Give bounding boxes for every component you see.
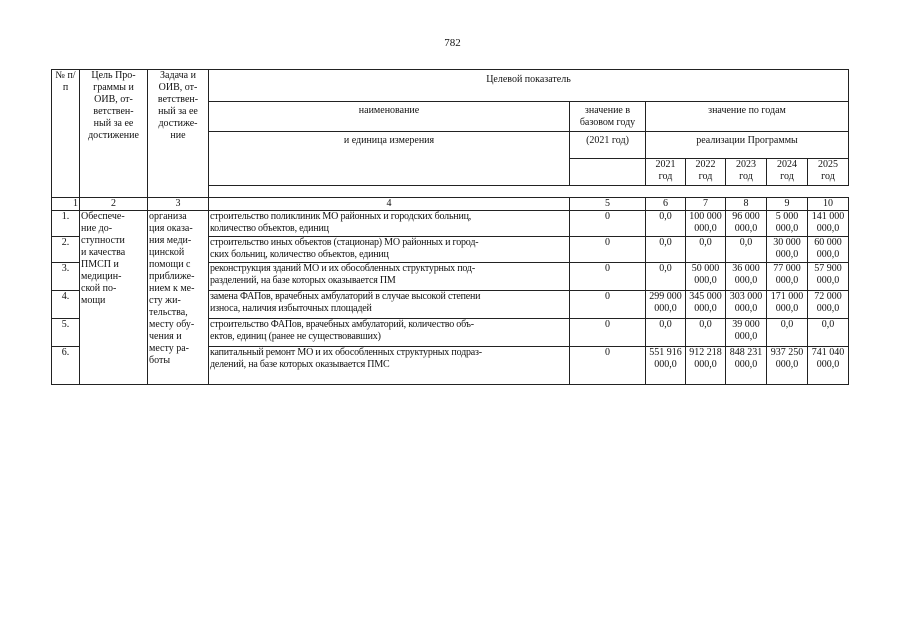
value-2024: 30 000 000,0 [767, 237, 808, 263]
name-header: наименование [209, 102, 570, 132]
value-2025: 141 000 000,0 [808, 211, 849, 237]
value-2021: 299 000 000,0 [646, 291, 686, 319]
value-2024: 937 250 000,0 [767, 347, 808, 385]
value-2025: 57 900 000,0 [808, 263, 849, 291]
base-blank [570, 159, 646, 186]
value-2023: 0,0 [726, 237, 767, 263]
value-2022: 912 218 000,0 [686, 347, 726, 385]
page-number: 782 [444, 37, 461, 49]
indicator-name: строительство ФАПов, врачебных амбулаторий, количество объ- ектов, единиц (ранее не существовавших) [209, 319, 570, 347]
unit-header: и единица измерения [209, 132, 570, 186]
base-year-header: (2021 год) [570, 132, 646, 159]
year-2023-header: 2023 год [726, 159, 767, 186]
row-number: 6. [52, 347, 80, 385]
year-2025-header: 2025 год [808, 159, 849, 186]
base-header: значение в базовом году [570, 102, 646, 132]
program-years-header: реализации Программы [646, 132, 849, 159]
indicator-name: замена ФАПов, врачебных амбулаторий в случае высокой степени износа, наличия избыточных площадей [209, 291, 570, 319]
header-row-1 [52, 70, 849, 102]
target-indicators-table [51, 69, 849, 385]
col-num-header: № п/п [52, 70, 80, 198]
value-2021: 551 916 000,0 [646, 347, 686, 385]
col-number: 7 [686, 198, 726, 211]
row-number: 4. [52, 291, 80, 319]
value-2025: 60 000 000,0 [808, 237, 849, 263]
col-number: 3 [148, 198, 209, 211]
value-2021: 0,0 [646, 319, 686, 347]
value-2025: 0,0 [808, 319, 849, 347]
col-number: 4 [209, 198, 570, 211]
value-2024: 5 000 000,0 [767, 211, 808, 237]
col-goal-header: Цель Про- граммы и ОИВ, от- ветствен- ный за ее достижение [80, 70, 148, 198]
row-number: 5. [52, 319, 80, 347]
table-row [52, 211, 849, 237]
row-number: 2. [52, 237, 80, 263]
value-2022: 345 000 000,0 [686, 291, 726, 319]
col-task-header: Задача и ОИВ, от- ветствен- ный за ее достиже- ние [148, 70, 209, 198]
value-2025: 72 000 000,0 [808, 291, 849, 319]
value-2023: 39 000 000,0 [726, 319, 767, 347]
year-2022-header: 2022 год [686, 159, 726, 186]
col-number: 8 [726, 198, 767, 211]
year-2021-header: 2021 год [646, 159, 686, 186]
col-number: 5 [570, 198, 646, 211]
goal-cell: Обеспече- ние до- ступности и качества ПМСП и медицин- ской по- мощи [80, 211, 148, 385]
col-indicator-header: Целевой показатель [209, 70, 849, 102]
indicator-name: строительство поликлиник МО районных и городских больниц, количество объектов, единиц [209, 211, 570, 237]
value-2023: 303 000 000,0 [726, 291, 767, 319]
value-2024: 0,0 [767, 319, 808, 347]
value-2022: 100 000 000,0 [686, 211, 726, 237]
base-value: 0 [570, 291, 646, 319]
value-2023: 848 231 000,0 [726, 347, 767, 385]
year-2024-header: 2024 год [767, 159, 808, 186]
value-2023: 96 000 000,0 [726, 211, 767, 237]
col-number: 6 [646, 198, 686, 211]
years-header: значение по годам [646, 102, 849, 132]
value-2025: 741 040 000,0 [808, 347, 849, 385]
row-number: 1. [52, 211, 80, 237]
col-number: 10 [808, 198, 849, 211]
col-number: 1 [52, 198, 80, 211]
value-2021: 0,0 [646, 211, 686, 237]
base-value: 0 [570, 237, 646, 263]
base-value: 0 [570, 211, 646, 237]
value-2024: 171 000 000,0 [767, 291, 808, 319]
value-2022: 50 000 000,0 [686, 263, 726, 291]
col-number: 9 [767, 198, 808, 211]
value-2021: 0,0 [646, 237, 686, 263]
base-value: 0 [570, 347, 646, 385]
indicator-name: капитальный ремонт МО и их обособленных структурных подраз- делений, на базе которых оказывается ПМС [209, 347, 570, 385]
column-numbers [52, 198, 849, 211]
base-value: 0 [570, 263, 646, 291]
indicator-name: реконструкция зданий МО и их обособленных структурных под- разделений, на базе которых оказывается ПМ [209, 263, 570, 291]
value-2021: 0,0 [646, 263, 686, 291]
base-value: 0 [570, 319, 646, 347]
row-number: 3. [52, 263, 80, 291]
value-2022: 0,0 [686, 319, 726, 347]
value-2024: 77 000 000,0 [767, 263, 808, 291]
value-2022: 0,0 [686, 237, 726, 263]
value-2023: 36 000 000,0 [726, 263, 767, 291]
indicator-name: строительство иных объектов (стационар) МО районных и город- ских больниц, количество объектов, единиц [209, 237, 570, 263]
col-number: 2 [80, 198, 148, 211]
task-cell: организа ция оказа- ния меди- цинской помощи с приближе- нием к ме- сту жи- тельства, месту обу- чения и месту ра- боты [148, 211, 209, 385]
